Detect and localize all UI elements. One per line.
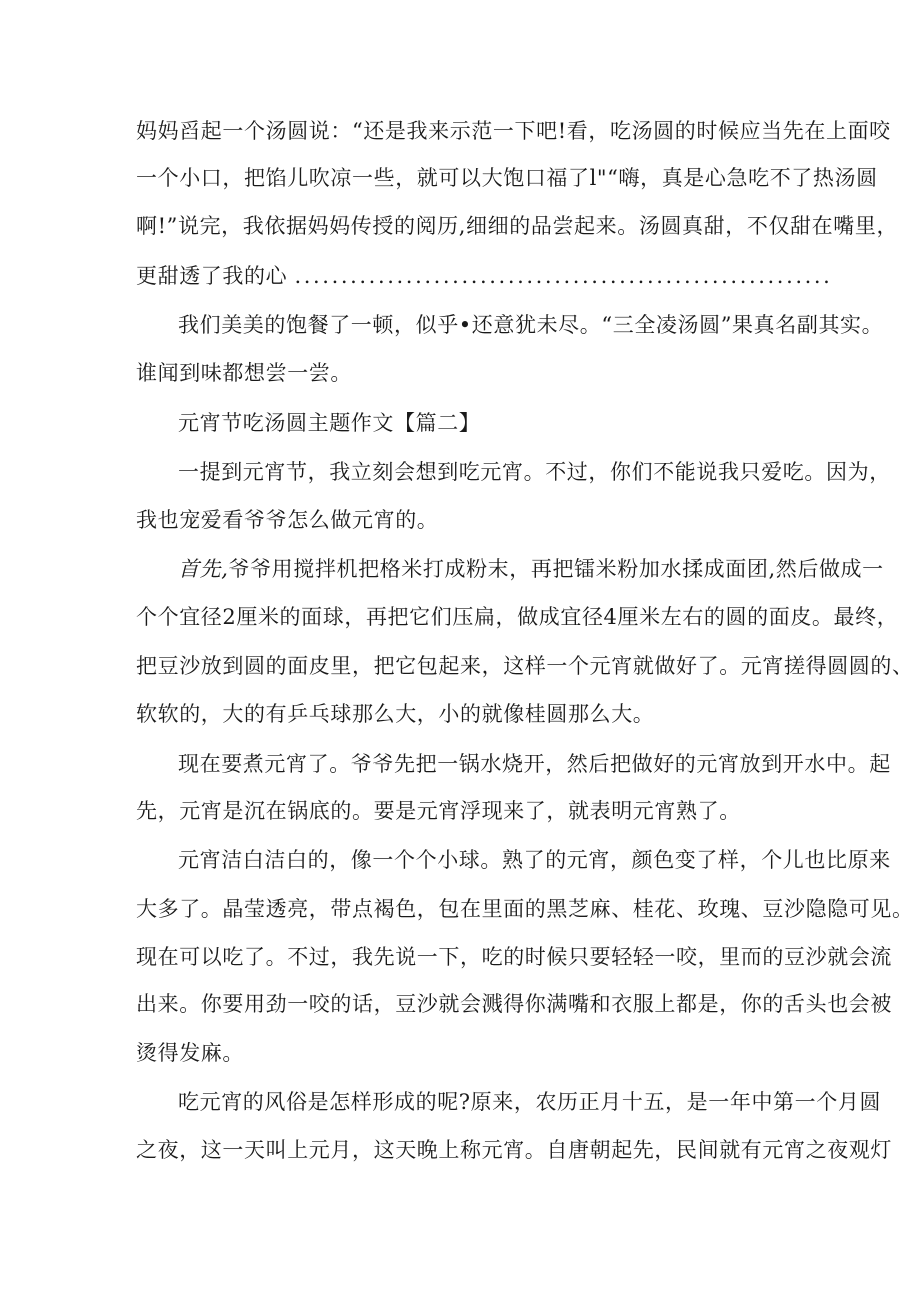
paragraph-line-with-dots [136, 264, 832, 288]
section-heading: 元宵节吃汤圆主题作文【篇二】 [178, 411, 481, 435]
paragraph-line: 个个宜径2厘米的面球，再把它们压扁，做成宜径4厘米左右的圆的面皮。最终， [136, 605, 899, 629]
paragraph-line: 先，元宵是沉在锅底的。要是元宵浮现来了，就表明元宵熟了。 [136, 799, 741, 823]
paragraph-line: 现在要煮元宵了。爷爷先把一锅水烧开，然后把做好的元宵放到开水中。起 [178, 752, 891, 776]
paragraph-line: 我也宠爱看爷爷怎么做元宵的。 [136, 508, 439, 532]
italic-lead: 首先, [178, 557, 229, 581]
paragraph-line: 把豆沙放到圆的面皮里，把它包起来，这样一个元宵就做好了。元宵搓得圆圆的、 [136, 654, 914, 678]
paragraph-line: 妈妈舀起一个汤圆说：“还是我来示范一下吧!看，吃汤圆的时候应当先在上面咬 [136, 119, 891, 143]
paragraph-line: 我们美美的饱餐了一顿，似乎•还意犹未尽。“三全凌汤圆”果真名副其实。 [178, 313, 884, 337]
paragraph-line: 一提到元宵节，我立刻会想到吃元宵。不过，你们不能说我只爱吃。因为， [178, 460, 891, 484]
paragraph-line: 吃元宵的风俗是怎样形成的呢?原来，农历正月十五，是一年中第一个月圆 [178, 1090, 882, 1114]
paragraph-line: 之夜，这一天叫上元月，这天晚上称元宵。自唐朝起先，民间就有元宵之夜观灯 [136, 1138, 892, 1162]
line-text: 爷爷用搅拌机把格米打成粉末，再把镭米粉加水揉成面团,然后做成一 [228, 557, 884, 581]
paragraph-line: 现在可以吃了。不过，我先说一下，吃的时候只要轻轻一咬，里而的豆沙就会流 [136, 945, 892, 969]
dotted-leader: .......................................................... [294, 264, 833, 288]
paragraph-line: 软软的，大的有乒乓球那么大，小的就像桂圆那么大。 [136, 702, 655, 726]
paragraph-line: 出来。你要用劲一咬的话，豆沙就会溅得你满嘴和衣服上都是，你的舌头也会被 [136, 992, 892, 1016]
paragraph-line: 啊!”说完，我依据妈妈传授的阅历,细细的品尝起来。汤圆真甜，不仅甜在嘴里， [136, 214, 899, 238]
line-text: 更甜透了我的心 [136, 264, 288, 288]
paragraph-line: 元宵洁白洁白的，像一个个小球。熟了的元宵，颜色变了样，个儿也比原来 [178, 848, 891, 872]
paragraph-line: 烫得发麻。 [136, 1041, 244, 1065]
paragraph-line: 谁闻到味都想尝一尝。 [136, 361, 352, 385]
paragraph-line: 大多了。晶莹透亮，带点褐色，包在里面的黑芝麻、桂花、玫瑰、豆沙隐隐可见。 [136, 897, 914, 921]
paragraph-line-lead [178, 557, 884, 581]
paragraph-line: 一个小口，把馅儿吹凉一些，就可以大饱口福了l"“嗨，真是心急吃不了热汤圆 [136, 166, 878, 190]
